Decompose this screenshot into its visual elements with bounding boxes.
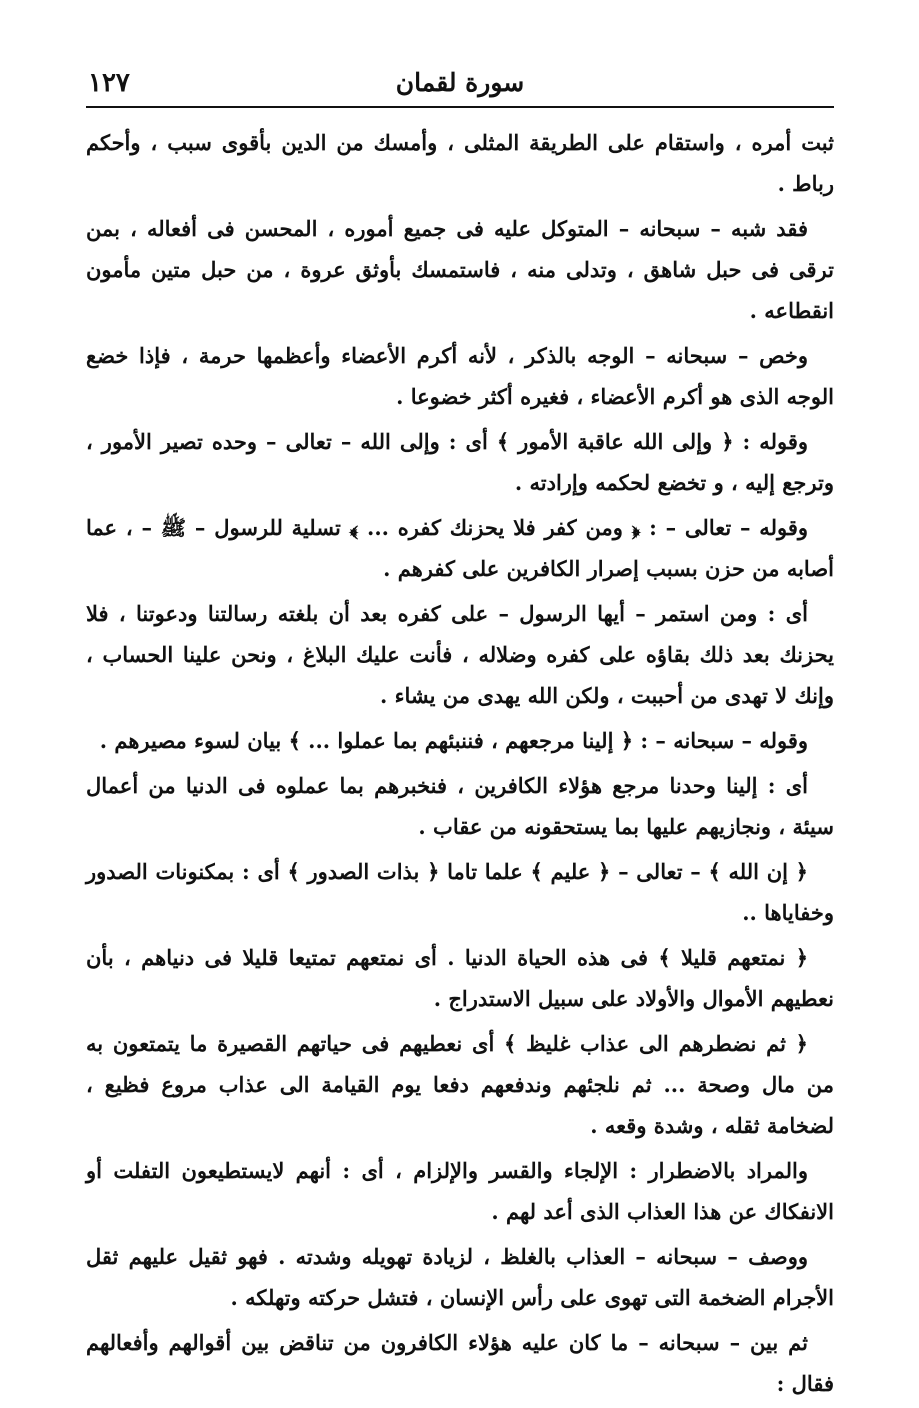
- paragraph: وقوله – تعالى – : ﴿ ومن كفر فلا يحزنك كفره ... ﴾ تسلية للرسول – ﷺ – ، عما أصابه من حزن بسبب إصرار الكافرين على كفرهم .: [86, 515, 834, 581]
- paragraph: أى : إلينا وحدنا مرجع هؤلاء الكافرين ، فنخبرهم بما عملوه فى الدنيا من أعمال سيئة ، ونجازيهم عليها بما يستحقونه من عقاب .: [86, 773, 834, 839]
- paragraph: والمراد بالاضطرار : الإلجاء والقسر والإلزام ، أى : أنهم لايستطيعون التفلت أو الانفكاك عن هذا العذاب الذى أعد لهم .: [86, 1158, 834, 1224]
- paragraph: وقوله : ﴿ وإلى الله عاقبة الأمور ﴾ أى : وإلى الله – تعالى – وحده تصير الأمور ، وترجع إليه ، و تخضع لحكمه وإرادته .: [86, 429, 834, 495]
- page-header: [86, 62, 834, 102]
- paragraph: ثم بين – سبحانه – ما كان عليه هؤلاء الكافرون من تناقض بين أقوالهم وأفعالهم فقال :: [86, 1330, 834, 1396]
- paragraph: وخص – سبحانه – الوجه بالذكر ، لأنه أكرم الأعضاء وأعظمها حرمة ، فإذا خضع الوجه الذى هو أكرم الأعضاء ، فغيره أكثر خضوعا .: [86, 343, 834, 409]
- surah-title: سورة لقمان: [395, 68, 525, 97]
- paragraph: أى : ومن استمر – أيها الرسول – على كفره بعد أن بلغته رسالتنا ودعوتنا ، فلا يحزنك بعد ذلك بقاؤه على كفره وضلاله ، فأنت عليك البلاغ ، ونحن علينا الحساب ، وإنك لا تهدى من أحببت ، ولكن الله يهدى من يشاء .: [86, 601, 834, 708]
- header-divider: [86, 106, 834, 108]
- paragraph: وقوله – سبحانه – : ﴿ إلينا مرجعهم ، فننبئهم بما عملوا ... ﴾ بيان لسوء مصيرهم .: [99, 728, 808, 753]
- page-number: ١٢٧: [88, 68, 130, 98]
- paragraph: ووصف – سبحانه – العذاب بالغلظ ، لزيادة تهويله وشدته . فهو ثقيل عليهم ثقل الأجرام الضخمة التى تهوى على رأس الإنسان ، فتشل حركته وتهلكه .: [86, 1244, 834, 1310]
- paragraph: ﴿ إن الله ﴾ – تعالى – ﴿ عليم ﴾ علما تاما ﴿ بذات الصدور ﴾ أى : بمكنونات الصدور وخفاياها ..: [86, 859, 834, 925]
- paragraph: ﴿ ثم نضطرهم الى عذاب غليظ ﴾ أى نعطيهم فى حياتهم القصيرة ما يتمتعون به من مال وصحة ... ثم نلجئهم وندفعهم دفعا يوم القيامة الى عذاب مروع فظيع ، لضخامة ثقله ، وشدة وقعه .: [86, 1031, 834, 1138]
- paragraph: ﴿ نمتعهم قليلا ﴾ فى هذه الحياة الدنيا . أى نمتعهم تمتيعا قليلا فى دنياهم ، بأن نعطيهم الأموال والأولاد على سبيل الاستدراج .: [86, 945, 834, 1011]
- paragraph: ثبت أمره ، واستقام على الطريقة المثلى ، وأمسك من الدين بأقوى سبب ، وأحكم رباط .: [86, 130, 834, 196]
- paragraph: فقد شبه – سبحانه – المتوكل عليه فى جميع أموره ، المحسن فى أفعاله ، بمن ترقى فى حبل شاهق ، وتدلى منه ، فاستمسك بأوثق عروة ، من حبل متين مأمون انقطاعه .: [86, 216, 834, 323]
- page-body: [86, 122, 834, 1408]
